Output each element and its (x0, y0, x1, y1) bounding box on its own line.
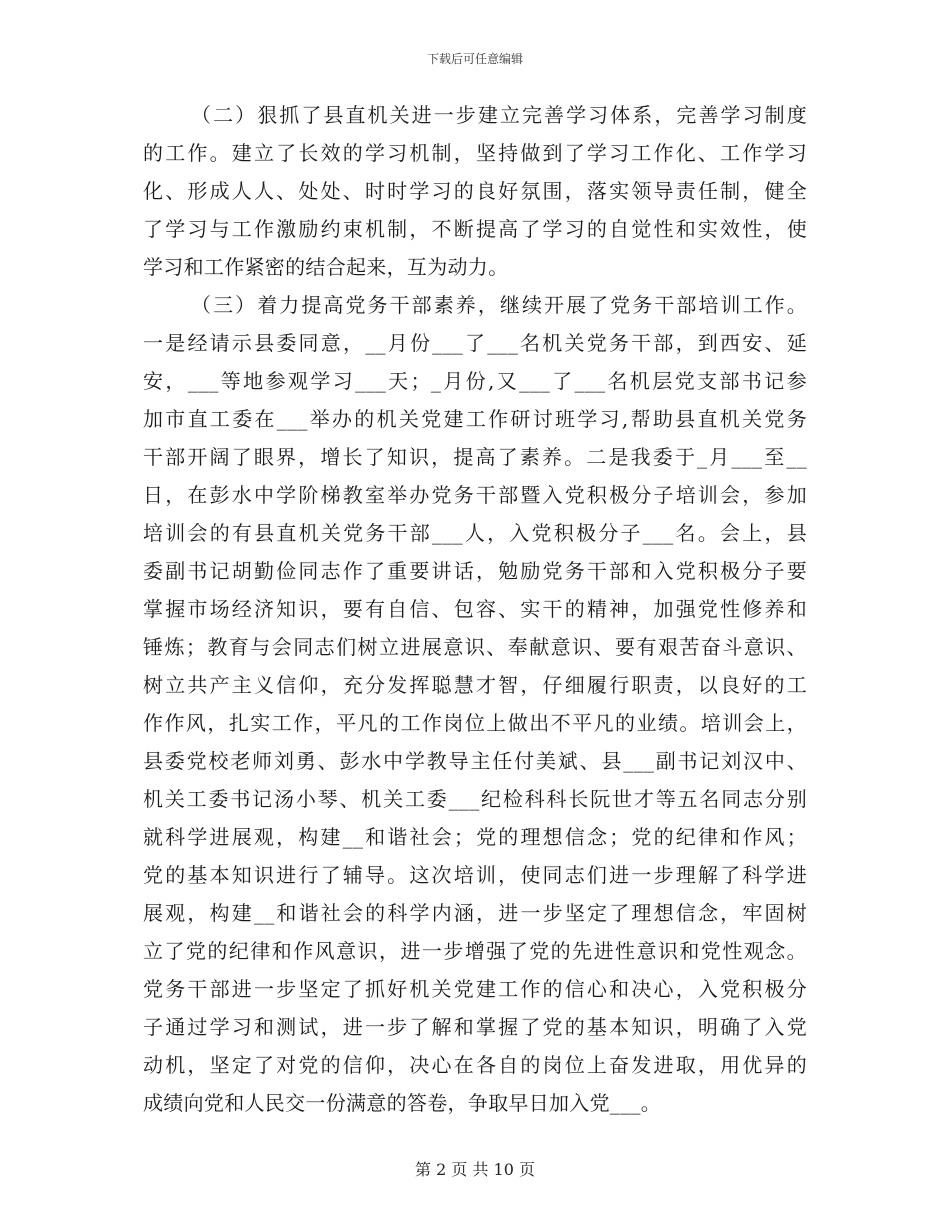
paragraph-line: 就科学进展观，构建__和谐社会；党的理想信念；党的纪律和作风； (143, 825, 807, 849)
page-header: 下载后可任意编辑 (426, 52, 523, 66)
paragraph-line: 掌握市场经济知识，要有自信、包容、实干的精神，加强党性修养和 (143, 597, 807, 621)
paragraph-line: 展观，构建__和谐社会的科学内涵，进一步坚定了理想信念，牢固树 (143, 901, 807, 925)
paragraph-line: 党的基本知识进行了辅导。这次培训，使同志们进一步理解了科学进 (143, 863, 807, 887)
paragraph-line: 学习和工作紧密的结合起来，互为动力。 (143, 255, 509, 279)
paragraph-line: 的工作。建立了长效的学习机制，坚持做到了学习工作化、工作学习 (143, 141, 807, 165)
paragraph-line: 机关工委书记汤小琴、机关工委___纪检科科长阮世才等五名同志分别 (143, 787, 807, 811)
paragraph-line: 安，___等地参观学习___天；_月份,又___了___名机层党支部书记参 (143, 369, 807, 393)
paragraph-line: 党务干部进一步坚定了抓好机关党建工作的信心和决心，入党积极分 (143, 977, 807, 1001)
paragraph-line: （三）着力提高党务干部素养，继续开展了党务干部培训工作。 (191, 293, 807, 317)
paragraph-line: 化、形成人人、处处、时时学习的良好氛围，落实领导责任制，健全 (143, 179, 807, 203)
paragraph-line: 县委党校老师刘勇、彭水中学教导主任付美斌、县___副书记刘汉中、 (143, 749, 807, 773)
paragraph-line: 日，在彭水中学阶梯教室举办党务干部暨入党积极分子培训会，参加 (143, 483, 807, 507)
paragraph-line: 培训会的有县直机关党务干部___人，入党积极分子___名。会上，县 (143, 521, 807, 545)
paragraph-line: 了学习与工作激励约束机制，不断提高了学习的自觉性和实效性，使 (143, 217, 807, 241)
paragraph-line: （二）狠抓了县直机关进一步建立完善学习体系，完善学习制度 (191, 103, 807, 127)
paragraph-line: 树立共产主义信仰，充分发挥聪慧才智，仔细履行职责，以良好的工 (143, 673, 807, 697)
paragraph-line: 成绩向党和人民交一份满意的答卷，争取早日加入党___。 (143, 1091, 662, 1115)
paragraph-line: 干部开阔了眼界，增长了知识，提高了素养。二是我委于_月___至__ (143, 445, 807, 469)
paragraph-line: 加市直工委在___举办的机关党建工作研讨班学习,帮助县直机关党务 (143, 407, 807, 431)
paragraph-line: 作作风，扎实工作，平凡的工作岗位上做出不平凡的业绩。培训会上， (143, 711, 807, 735)
paragraph-line: 委副书记胡勤俭同志作了重要讲话，勉励党务干部和入党积极分子要 (143, 559, 807, 583)
document-body (143, 96, 807, 1122)
paragraph-line: 锤炼；教育与会同志们树立进展意识、奉献意识、要有艰苦奋斗意识、 (143, 635, 807, 659)
paragraph-line: 一是经请示县委同意，__月份___了___名机关党务干部，到西安、延 (143, 331, 807, 355)
paragraph-line: 子通过学习和测试，进一步了解和掌握了党的基本知识，明确了入党 (143, 1015, 807, 1039)
paragraph-line: 立了党的纪律和作风意识，进一步增强了党的先进性意识和党性观念。 (143, 939, 807, 963)
paragraph-line: 动机，坚定了对党的信仰，决心在各自的岗位上奋发进取，用优异的 (143, 1053, 807, 1077)
page-number: 第 2 页 共 10 页 (415, 1160, 535, 1179)
